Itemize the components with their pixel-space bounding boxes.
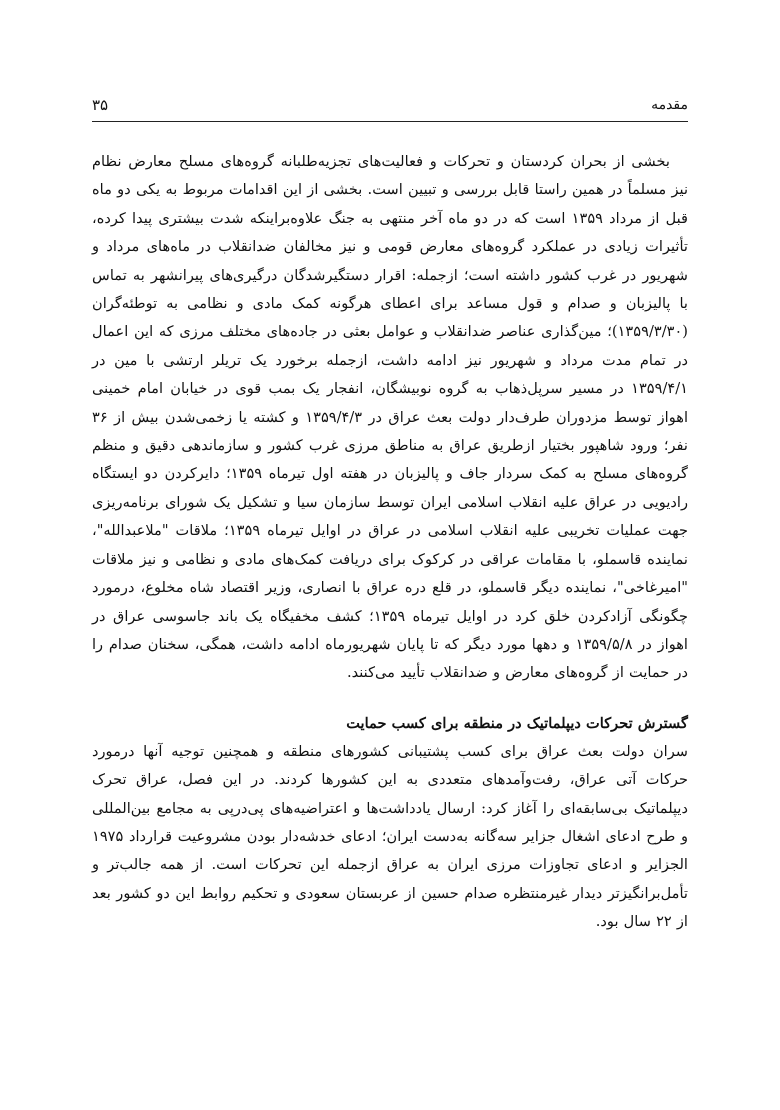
header-rule (92, 121, 688, 122)
section-title: مقدمه (651, 97, 688, 113)
page-content (92, 148, 688, 937)
section-heading: گسترش تحرکات دیپلماتیک در منطقه برای کسب حمایت (346, 714, 688, 732)
page-number: ۳۵ (92, 96, 109, 114)
running-header (92, 94, 688, 116)
body-paragraph-1: بخشی از بحران کردستان و تحرکات و فعالیت‌های تجزیه‌طلبانه گروه‌های مسلح معارض نظام نیز مسلماً در همین راستا قابل بررسی و تبیین است. بخشی از این اقدامات مربوط به یکی دو ماه قبل از مرداد ۱۳۵۹ است که در دو ماه آخر منتهی به جنگ علاوه‌براینکه شدت بیشتری پیدا کرده، تأثیرات زیادی در عملکرد گروه‌های معارض قومی و نیز مخالفان ضدانقلاب در ماه‌های مرداد و شهریور در غرب کشور داشته است؛ ازجمله: اقرار دستگیرشدگان درگیری‌های پیرانشهر به تماس با پالیزبان و صدام و قول مساعد برای اعطای هرگونه کمک مادی و نظامی به توطئه‌گران (۱۳۵۹/۳/۳۰)؛ مین‌گذاری عناصر ضدانقلاب و عوامل بعثی در جاده‌های مختلف مرزی که این اعمال در تمام مدت مرداد و شهریور نیز ادامه داشت، ازجمله برخورد یک تریلر ارتشی با مین در ۱۳۵۹/۴/۱ در مسیر سرپل‌ذهاب به گروه نوبیشگان، انفجار یک بمب قوی در خیابان امام خمینی اهواز توسط مزدوران طرف‌دار دولت بعث عراق در ۱۳۵۹/۴/۳ و کشته یا زخمی‌شدن بیش از ۳۶ نفر؛ ورود شاهپور بختیار ازطریق عراق به مناطق مرزی غرب کشور و سازماندهی دقیق و منظم گروه‌های مسلح به کمک سردار جاف و پالیزبان در هفته اول تیرماه ۱۳۵۹؛ دایرکردن دو ایستگاه رادیویی در عراق علیه انقلاب اسلامی ایران توسط سازمان سیا و تشکیل یک شورای برنامه‌ریزی جهت عملیات تخریبی علیه انقلاب اسلامی در عراق در اوایل تیرماه ۱۳۵۹؛ ملاقات "ملاعبدالله"، نماینده قاسملو، با مقامات عراقی در کرکوک برای دریافت کمک‌های مادی و نظامی و نیز ملاقات "امیرغاخی"، نماینده دیگر قاسملو، در قلع دره عراق با انصاری، وزیر اقتصاد شاه مخلوع، درمورد چگونگی آزادکردن خلق کرد در اوایل تیرماه ۱۳۵۹؛ کشف مخفیگاه یک باند جاسوسی عراق در اهواز در ۱۳۵۹/۵/۸ و دهها مورد دیگر که تا پایان شهریورماه ادامه داشت، همگی، سخنان صدام را در حمایت از گروه‌های معارض و ضدانقلاب تأیید می‌کنند. (92, 153, 689, 682)
body-paragraph-2: سران دولت بعث عراق برای کسب پشتیبانی کشورهای منطقه و همچنین توجیه آنها درمورد حرکات آتی عراق، رفت‌وآمدهای متعددی به این کشورها کردند. در این فصل، عراق تحرک دیپلماتیک بی‌سابقه‌ای را آغاز کرد: ارسال یادداشت‌ها و اعتراضیه‌های پی‌درپی به مجامع بین‌المللی و طرح ادعای اشغال جزایر سه‌گانه به‌دست ایران؛ ادعای خدشه‌دار بودن مشروعیت قرارداد ۱۹۷۵ الجزایر و ادعای تجاوزات مرزی ایران به عراق ازجمله این تحرکات است. از همه جالب‌تر و تأمل‌برانگیزتر دیدار غیرمنتظره صدام حسین از عربستان سعودی و تحکیم روابط این دو کشور بعد از ۲۲ سال بود. (92, 742, 688, 931)
